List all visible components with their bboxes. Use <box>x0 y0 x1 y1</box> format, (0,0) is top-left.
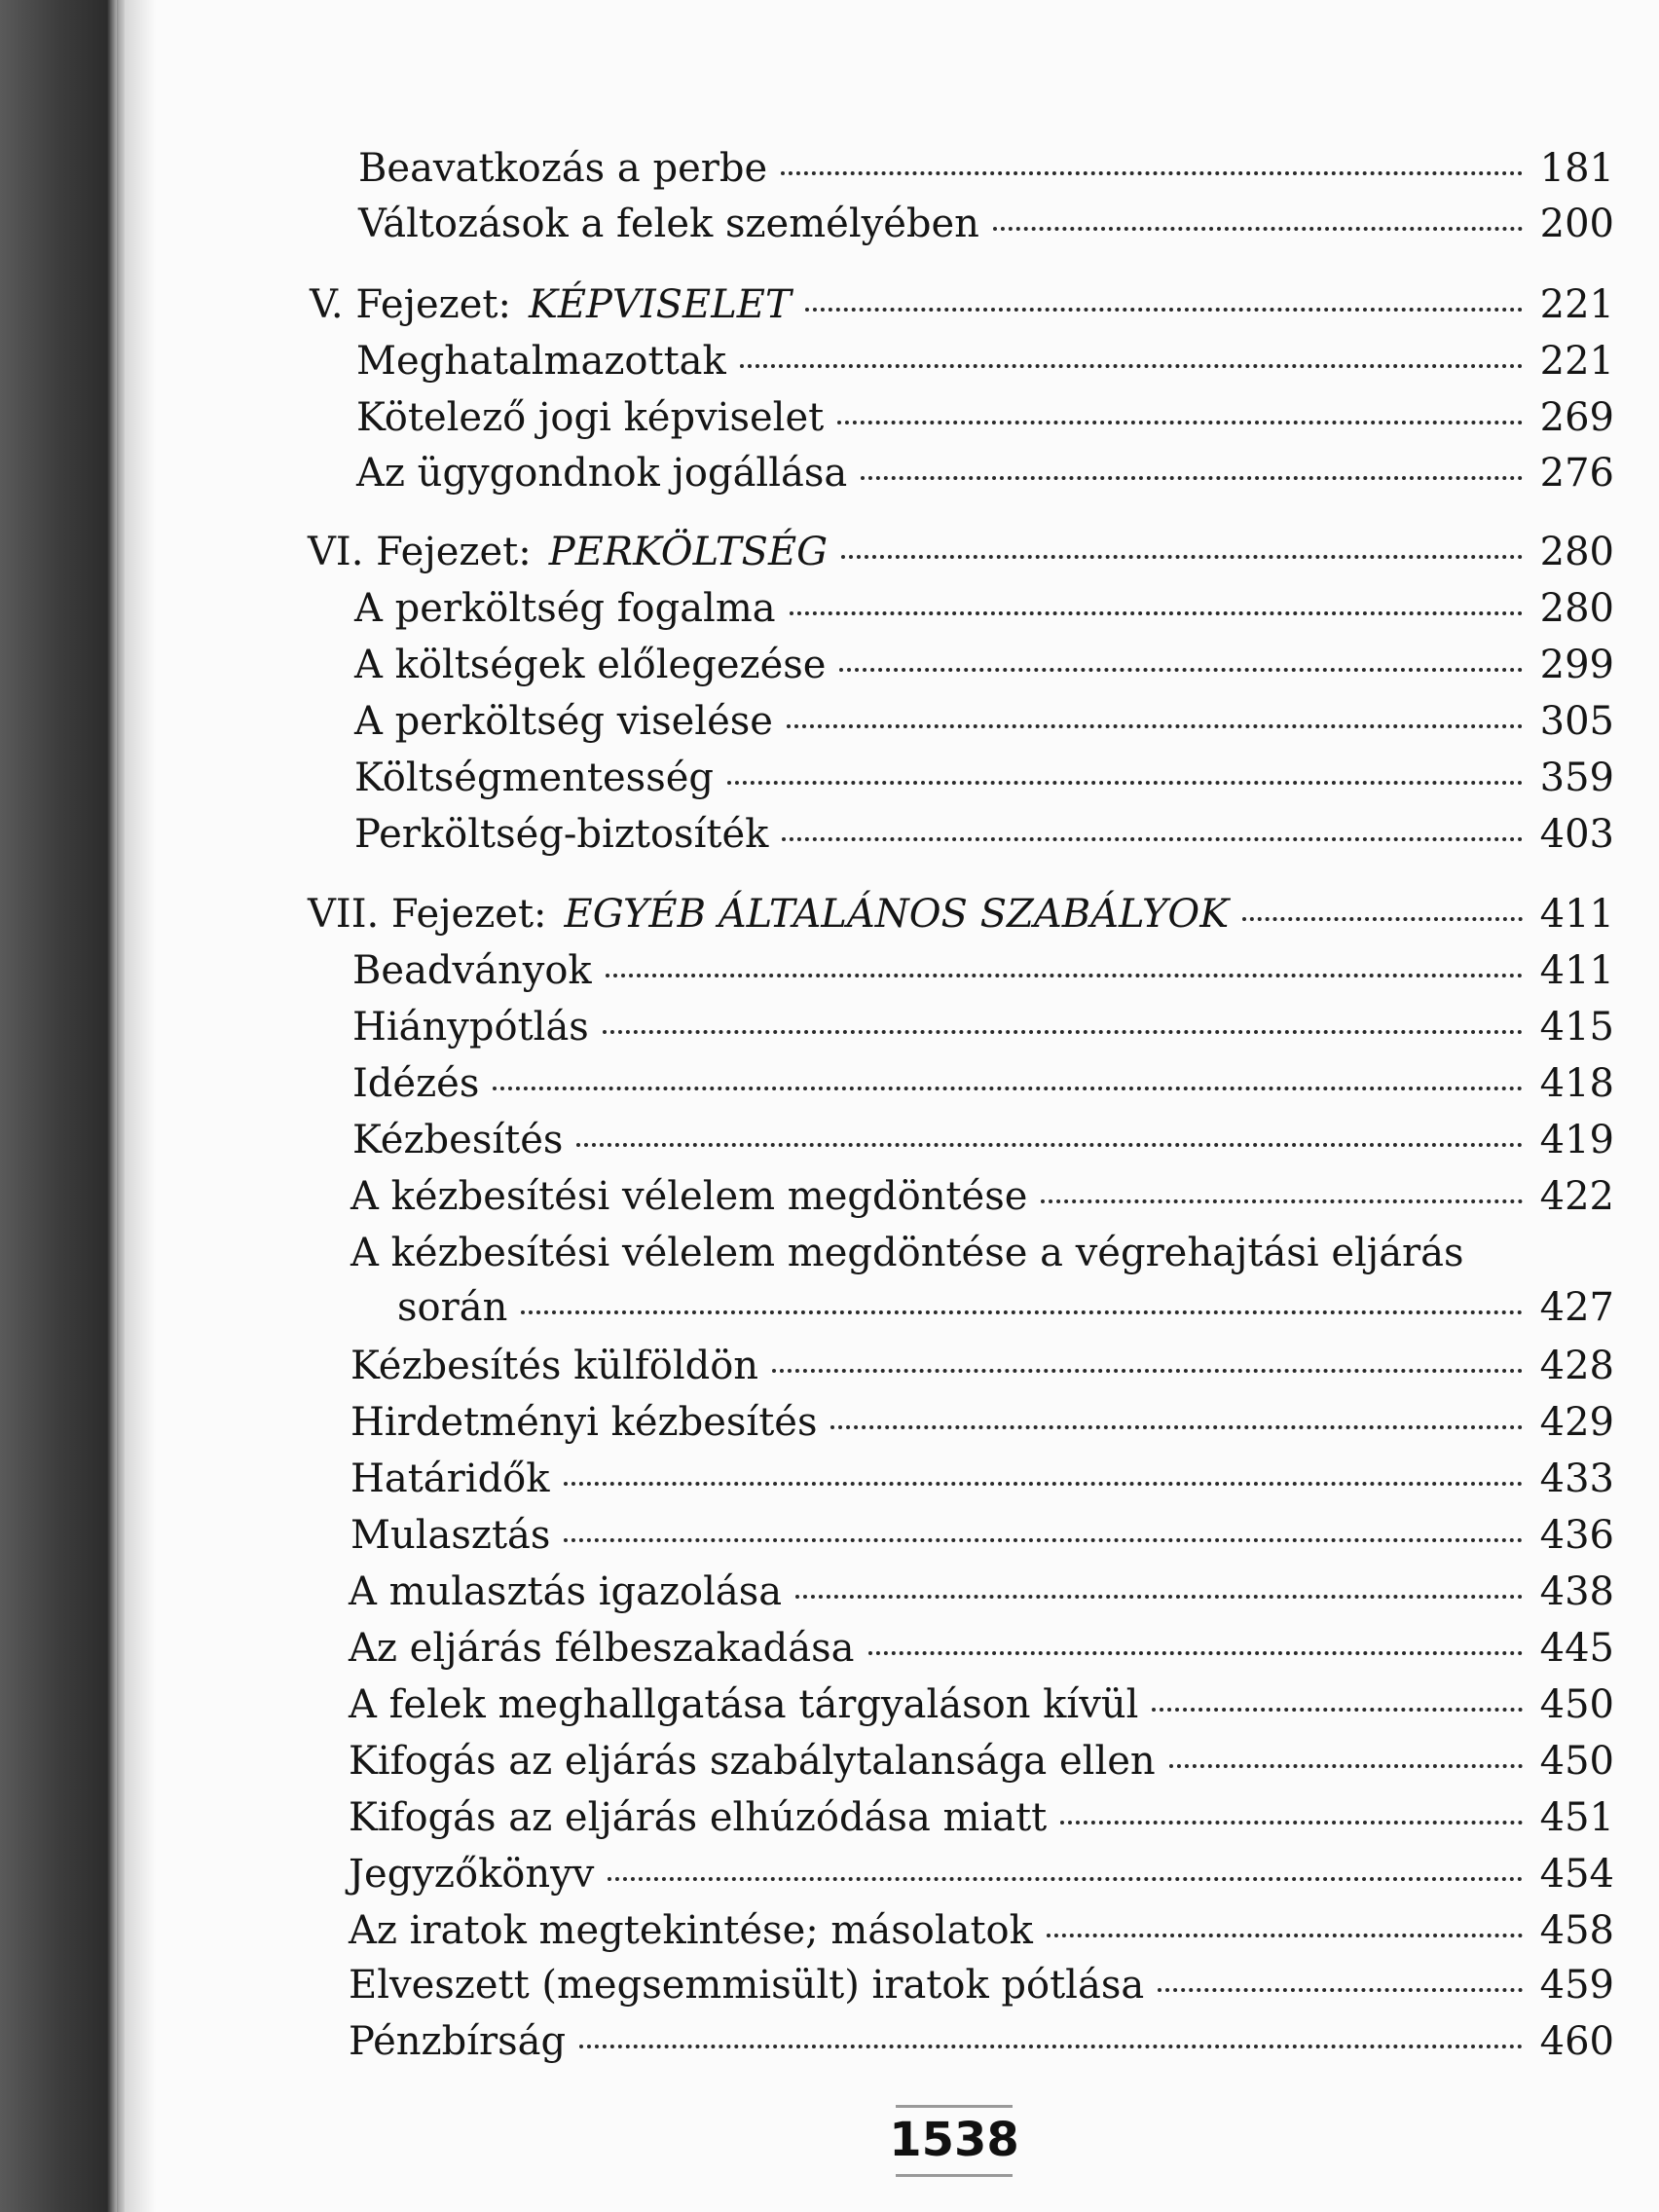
dot-leader <box>781 171 1523 175</box>
toc-entry <box>354 754 1614 802</box>
dot-leader <box>1152 1708 1523 1712</box>
dot-leader <box>564 1482 1524 1486</box>
toc-entry <box>356 449 1614 498</box>
toc-entry-page: 428 <box>1539 1344 1614 1388</box>
toc-entry <box>349 1961 1614 2009</box>
toc-entry-page: 221 <box>1539 282 1614 327</box>
dot-leader <box>1169 1764 1523 1768</box>
toc-entry-page: 419 <box>1539 1118 1614 1162</box>
toc-entry-label: A mulasztás igazolása <box>349 1569 783 1614</box>
dot-leader <box>493 1087 1523 1090</box>
toc-entry-page: 280 <box>1539 586 1614 631</box>
chapter-title: KÉPVISELET <box>528 282 792 327</box>
dot-leader <box>740 364 1523 368</box>
toc-entry-page: 403 <box>1539 812 1614 857</box>
toc-entry-page: 427 <box>1539 1285 1614 1330</box>
toc-entry-label: Kifogás az eljárás szabálytalansága ellen <box>349 1739 1156 1784</box>
toc-entry-label: Hiánypótlás <box>352 1005 589 1050</box>
toc-entry <box>350 1342 1614 1390</box>
toc-entry <box>352 1116 1614 1164</box>
toc-entry <box>349 1624 1614 1673</box>
toc-entry-label: Az eljárás félbeszakadása <box>349 1626 855 1671</box>
toc-entry-label: Az iratok megtekintése; másolatok <box>349 1908 1033 1953</box>
toc-entry-label: A felek meghallgatása tárgyaláson kívül <box>349 1682 1139 1727</box>
toc-entry <box>356 393 1614 442</box>
dot-leader <box>1158 1988 1523 1992</box>
toc-entry-label: Az ügygondnok jogállása <box>356 451 848 496</box>
dot-leader <box>782 837 1523 841</box>
toc-entry-label-line2: során <box>397 1285 508 1330</box>
toc-entry-label: Beavatkozás a perbe <box>358 146 768 191</box>
dot-leader <box>841 555 1523 559</box>
dot-leader <box>805 308 1523 312</box>
chapter-title: PERKÖLTSÉG <box>548 530 829 574</box>
toc-entry-label: Határidők <box>350 1456 550 1501</box>
chapter-heading-label <box>310 280 792 329</box>
toc-entry <box>349 1737 1614 1786</box>
toc-entry-page: 200 <box>1539 202 1614 246</box>
toc-entry-label: Mulasztás <box>350 1513 551 1558</box>
toc-entry-label: Perköltség-biztosíték <box>354 812 769 857</box>
toc-entry-page: 458 <box>1539 1908 1614 1953</box>
toc-entry <box>352 946 1614 995</box>
dot-leader <box>837 421 1523 424</box>
dot-leader <box>830 1425 1523 1429</box>
toc-entry <box>350 1511 1614 1560</box>
toc-chapter-heading <box>308 528 1614 576</box>
toc-entry-page: 411 <box>1539 892 1614 937</box>
toc-entry-label: A perköltség fogalma <box>354 586 776 631</box>
chapter-number: VII. Fejezet: <box>308 892 547 937</box>
toc-entry <box>349 2017 1614 2066</box>
toc-entry-label: Jegyzőkönyv <box>349 1852 595 1897</box>
toc-entry-page: 221 <box>1539 339 1614 384</box>
toc-entry-page: 422 <box>1539 1174 1614 1219</box>
dot-leader <box>839 668 1523 672</box>
toc-entry-page: 450 <box>1539 1739 1614 1784</box>
chapter-title: EGYÉB ÁLTALÁNOS SZABÁLYOK <box>564 892 1230 937</box>
dot-leader <box>603 1030 1523 1034</box>
chapter-heading-label <box>308 528 828 576</box>
toc-entry <box>358 144 1614 193</box>
chapter-heading-label <box>308 890 1229 939</box>
toc-entry-page: 276 <box>1539 451 1614 496</box>
toc-entry <box>397 1283 1614 1332</box>
toc-chapter-heading <box>310 280 1614 329</box>
toc-entry <box>349 1793 1614 1842</box>
dot-leader <box>868 1651 1523 1655</box>
toc-entry-page: 280 <box>1539 530 1614 574</box>
toc-entry <box>350 1172 1614 1221</box>
toc-entry-page: 459 <box>1539 1963 1614 2008</box>
toc-entry-label-line1: A kézbesítési vélelem megdöntése a végrehajtási eljárás <box>350 1231 1464 1275</box>
toc-entry-page: 418 <box>1539 1061 1614 1106</box>
toc-entry-label: Kézbesítés <box>352 1118 564 1162</box>
toc-entry <box>349 1680 1614 1729</box>
toc-entry-page: 415 <box>1539 1005 1614 1050</box>
toc-entry <box>349 1906 1614 1955</box>
dot-leader <box>579 2045 1523 2048</box>
toc-entry-page: 454 <box>1539 1852 1614 1897</box>
toc-entry-page: 269 <box>1539 395 1614 440</box>
toc-entry <box>349 1567 1614 1616</box>
toc-entry-page: 305 <box>1539 699 1614 744</box>
dot-leader <box>521 1310 1523 1314</box>
dot-leader <box>608 1877 1523 1881</box>
toc-chapter-heading <box>308 890 1614 939</box>
toc-entry-page: 436 <box>1539 1513 1614 1558</box>
chapter-number: V. Fejezet: <box>310 282 511 327</box>
dot-leader <box>772 1369 1523 1373</box>
toc-entry-page: 181 <box>1539 146 1614 191</box>
toc-entry-page: 359 <box>1539 756 1614 800</box>
dot-leader <box>576 1143 1523 1147</box>
toc-entry-label: A perköltség viselése <box>354 699 773 744</box>
toc-entry-page: 450 <box>1539 1682 1614 1727</box>
toc-entry-page: 460 <box>1539 2019 1614 2064</box>
toc-entry-page: 433 <box>1539 1456 1614 1501</box>
toc-entry <box>350 1455 1614 1503</box>
toc-entry-label: Idézés <box>352 1061 480 1106</box>
toc-entry <box>354 584 1614 633</box>
toc-entry <box>354 697 1614 746</box>
toc-entry-label: Hirdetményi kézbesítés <box>350 1400 818 1445</box>
toc-entry-page: 299 <box>1539 643 1614 687</box>
dot-leader <box>564 1538 1523 1542</box>
dot-leader <box>787 724 1523 728</box>
toc-entry-page: 429 <box>1539 1400 1614 1445</box>
toc-entry <box>358 200 1614 248</box>
toc-entry-label: Változások a felek személyében <box>358 202 979 246</box>
dot-leader <box>1047 1934 1523 1937</box>
toc-entry-label: Költségmentesség <box>354 756 715 800</box>
page-number: 1538 <box>876 2111 1032 2169</box>
toc-entry-label: Kézbesítés külföldön <box>350 1344 759 1388</box>
toc-entry-page: 411 <box>1539 948 1614 993</box>
toc-entry-label: Elveszett (megsemmisült) iratok pótlása <box>349 1963 1145 2008</box>
dot-leader <box>606 974 1523 977</box>
dot-leader <box>993 227 1523 231</box>
toc-entry <box>349 1850 1614 1899</box>
chapter-number: VI. Fejezet: <box>308 530 532 574</box>
dot-leader <box>1041 1199 1523 1203</box>
toc-entry <box>354 641 1614 689</box>
dot-leader <box>727 781 1523 785</box>
toc-entry-label: Kifogás az eljárás elhúzódása miatt <box>349 1795 1048 1840</box>
toc-entry <box>356 337 1614 386</box>
toc-entry-label: Beadványok <box>352 948 592 993</box>
dot-leader <box>1060 1821 1523 1825</box>
toc-entry <box>350 1398 1614 1447</box>
toc-entry-label: A költségek előlegezése <box>354 643 827 687</box>
toc-entry-label: A kézbesítési vélelem megdöntése <box>350 1174 1028 1219</box>
toc-entry <box>354 810 1614 859</box>
dot-leader <box>1242 917 1523 921</box>
toc-entry-label: Meghatalmazottak <box>356 339 726 384</box>
toc-entry <box>352 1003 1614 1051</box>
toc-entry-label: Kötelező jogi képviselet <box>356 395 825 440</box>
dot-leader <box>795 1595 1523 1599</box>
toc-entry-page: 438 <box>1539 1569 1614 1614</box>
dot-leader <box>861 476 1523 480</box>
toc-entry-label: Pénzbírság <box>349 2019 567 2064</box>
dot-leader <box>790 611 1523 615</box>
toc-entry <box>352 1059 1614 1108</box>
toc-entry-page: 451 <box>1539 1795 1614 1840</box>
toc-entry-page: 445 <box>1539 1626 1614 1671</box>
